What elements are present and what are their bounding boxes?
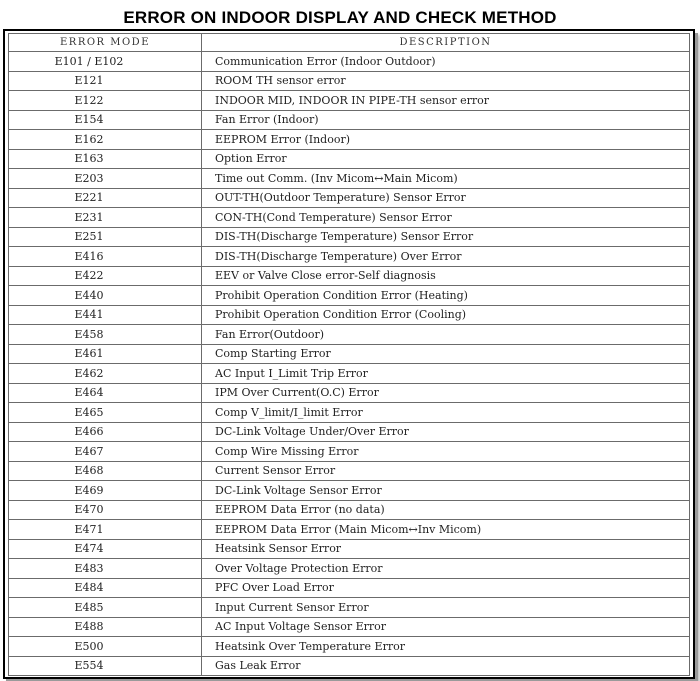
error-description-cell: AC Input I_Limit Trip Error — [202, 364, 690, 384]
table-row — [9, 559, 690, 579]
error-description-cell: Prohibit Operation Condition Error (Cooling) — [202, 305, 690, 325]
error-description-cell: Option Error — [202, 149, 690, 169]
error-code-cell: E474 — [9, 539, 202, 559]
error-code-cell: E484 — [9, 578, 202, 598]
table-row — [9, 110, 690, 130]
error-description-cell: Gas Leak Error — [202, 656, 690, 676]
error-description-cell: Time out Comm. (Inv Micom↔Main Micom) — [202, 169, 690, 189]
table-row — [9, 539, 690, 559]
error-code-cell: E221 — [9, 188, 202, 208]
error-code-cell: E440 — [9, 286, 202, 306]
error-description-cell: Input Current Sensor Error — [202, 598, 690, 618]
error-code-cell: E122 — [9, 91, 202, 111]
error-code-cell: E458 — [9, 325, 202, 345]
table-row — [9, 305, 690, 325]
error-description-cell: EEPROM Error (Indoor) — [202, 130, 690, 150]
error-code-cell: E471 — [9, 520, 202, 540]
error-description-cell: Comp Starting Error — [202, 344, 690, 364]
table-row — [9, 325, 690, 345]
table-body — [9, 52, 690, 676]
error-code-cell: E488 — [9, 617, 202, 637]
table-row — [9, 617, 690, 637]
error-code-cell: E121 — [9, 71, 202, 91]
error-description-cell: IPM Over Current(O.C) Error — [202, 383, 690, 403]
error-description-cell: Current Sensor Error — [202, 461, 690, 481]
table-row — [9, 481, 690, 501]
table-row — [9, 461, 690, 481]
error-code-cell: E251 — [9, 227, 202, 247]
error-table-frame — [3, 29, 695, 679]
error-code-cell: E162 — [9, 130, 202, 150]
error-code-cell: E163 — [9, 149, 202, 169]
error-description-cell: Comp Wire Missing Error — [202, 442, 690, 462]
error-code-cell: E464 — [9, 383, 202, 403]
error-code-cell: E154 — [9, 110, 202, 130]
table-row — [9, 344, 690, 364]
error-code-cell: E465 — [9, 403, 202, 423]
table-row — [9, 442, 690, 462]
error-code-cell: E416 — [9, 247, 202, 267]
error-description-cell: DIS-TH(Discharge Temperature) Over Error — [202, 247, 690, 267]
table-row — [9, 247, 690, 267]
error-code-cell: E469 — [9, 481, 202, 501]
error-code-cell: E483 — [9, 559, 202, 579]
table-row — [9, 149, 690, 169]
error-code-cell: E466 — [9, 422, 202, 442]
error-description-cell: EEPROM Data Error (no data) — [202, 500, 690, 520]
table-row — [9, 637, 690, 657]
error-description-cell: Fan Error(Outdoor) — [202, 325, 690, 345]
error-mode-header: ERROR MODE — [9, 34, 202, 52]
table-row — [9, 188, 690, 208]
table-row — [9, 130, 690, 150]
table-row — [9, 520, 690, 540]
error-description-cell: Heatsink Sensor Error — [202, 539, 690, 559]
error-description-cell: ROOM TH sensor error — [202, 71, 690, 91]
error-description-cell: Prohibit Operation Condition Error (Heating) — [202, 286, 690, 306]
table-row — [9, 208, 690, 228]
table-header-row — [9, 34, 690, 52]
table-row — [9, 52, 690, 72]
table-row — [9, 403, 690, 423]
error-description-cell: INDOOR MID, INDOOR IN PIPE-TH sensor error — [202, 91, 690, 111]
table-row — [9, 656, 690, 676]
error-code-cell: E461 — [9, 344, 202, 364]
error-code-cell: E231 — [9, 208, 202, 228]
page-title: ERROR ON INDOOR DISPLAY AND CHECK METHOD — [123, 8, 557, 27]
error-code-cell: E203 — [9, 169, 202, 189]
error-description-cell: Heatsink Over Temperature Error — [202, 637, 690, 657]
description-header: DESCRIPTION — [202, 34, 690, 52]
error-code-cell: E462 — [9, 364, 202, 384]
table-row — [9, 364, 690, 384]
error-description-cell: CON-TH(Cond Temperature) Sensor Error — [202, 208, 690, 228]
table-row — [9, 422, 690, 442]
error-description-cell: Fan Error (Indoor) — [202, 110, 690, 130]
error-description-cell: AC Input Voltage Sensor Error — [202, 617, 690, 637]
error-code-cell: E441 — [9, 305, 202, 325]
error-description-cell: Over Voltage Protection Error — [202, 559, 690, 579]
table-row — [9, 266, 690, 286]
error-description-cell: DC-Link Voltage Sensor Error — [202, 481, 690, 501]
error-code-cell: E422 — [9, 266, 202, 286]
error-description-cell: DC-Link Voltage Under/Over Error — [202, 422, 690, 442]
error-description-cell: OUT-TH(Outdoor Temperature) Sensor Error — [202, 188, 690, 208]
error-description-cell: Comp V_limit/I_limit Error — [202, 403, 690, 423]
error-description-cell: PFC Over Load Error — [202, 578, 690, 598]
error-code-cell: E101 / E102 — [9, 52, 202, 72]
error-description-cell: DIS-TH(Discharge Temperature) Sensor Error — [202, 227, 690, 247]
error-description-cell: EEPROM Data Error (Main Micom↔Inv Micom) — [202, 520, 690, 540]
table-row — [9, 71, 690, 91]
error-code-cell: E467 — [9, 442, 202, 462]
error-code-cell: E500 — [9, 637, 202, 657]
table-row — [9, 286, 690, 306]
table-row — [9, 227, 690, 247]
error-code-cell: E468 — [9, 461, 202, 481]
table-row — [9, 500, 690, 520]
table-row — [9, 598, 690, 618]
error-code-cell: E470 — [9, 500, 202, 520]
error-description-cell: EEV or Valve Close error-Self diagnosis — [202, 266, 690, 286]
table-row — [9, 91, 690, 111]
error-code-cell: E554 — [9, 656, 202, 676]
error-description-cell: Communication Error (Indoor Outdoor) — [202, 52, 690, 72]
error-code-cell: E485 — [9, 598, 202, 618]
table-row — [9, 169, 690, 189]
table-row — [9, 578, 690, 598]
table-row — [9, 383, 690, 403]
error-code-table — [8, 33, 690, 676]
